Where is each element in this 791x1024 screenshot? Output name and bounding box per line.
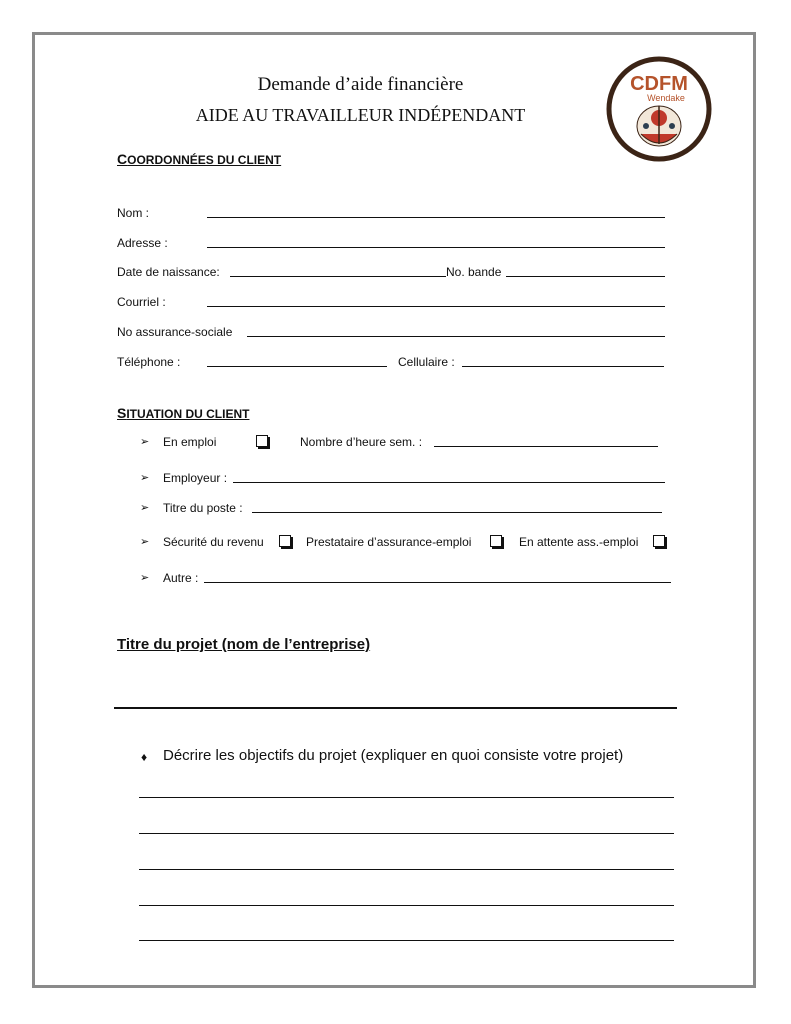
- field-nom[interactable]: [207, 217, 665, 218]
- checkbox-en-emploi[interactable]: [256, 435, 268, 447]
- label-nombre-heure: Nombre d’heure sem. :: [300, 435, 423, 449]
- field-courriel[interactable]: [207, 306, 665, 307]
- label-courriel: Courriel :: [117, 295, 166, 309]
- field-no-assurance[interactable]: [247, 336, 665, 337]
- logo-subtext: Wendake: [647, 93, 685, 103]
- label-date-naissance: Date de naissance:: [117, 265, 220, 279]
- description-line[interactable]: [139, 833, 674, 834]
- label-securite-revenu: Sécurité du revenu: [163, 535, 264, 549]
- label-en-attente: En attente ass.-emploi: [519, 535, 639, 549]
- field-employeur[interactable]: [233, 482, 665, 483]
- label-no-assurance: No assurance-sociale: [117, 325, 233, 339]
- bullet-arrow-icon: ➢: [140, 572, 150, 584]
- field-titre-poste[interactable]: [252, 512, 662, 513]
- logo-text: CDFM: [630, 73, 688, 95]
- label-cellulaire: Cellulaire :: [398, 355, 455, 369]
- checkbox-securite-revenu[interactable]: [279, 535, 291, 547]
- form-title: Demande d’aide financière: [257, 74, 464, 95]
- field-cellulaire[interactable]: [462, 366, 664, 367]
- cdfm-logo: [606, 56, 712, 162]
- label-nom: Nom :: [117, 206, 150, 220]
- field-autre[interactable]: [204, 582, 671, 583]
- diamond-bullet-icon: ♦: [141, 750, 148, 764]
- label-en-emploi: En emploi: [163, 435, 217, 449]
- checkbox-prestataire[interactable]: [490, 535, 502, 547]
- bullet-arrow-icon: ➢: [140, 536, 150, 548]
- label-prestataire: Prestataire d’assurance-emploi: [306, 535, 472, 549]
- checkbox-en-attente[interactable]: [653, 535, 665, 547]
- project-description-label: Décrire les objectifs du projet (expliquer en quoi consiste votre projet): [163, 747, 624, 764]
- label-employeur: Employeur :: [163, 471, 228, 485]
- bullet-arrow-icon: ➢: [140, 436, 150, 448]
- project-title-heading: Titre du projet (nom de l’entreprise): [117, 636, 371, 653]
- label-telephone: Téléphone :: [117, 355, 181, 369]
- field-no-bande[interactable]: [506, 276, 665, 277]
- label-adresse: Adresse :: [117, 236, 168, 250]
- description-line[interactable]: [139, 797, 674, 798]
- field-date-naissance[interactable]: [230, 276, 446, 277]
- description-line[interactable]: [139, 869, 674, 870]
- bullet-arrow-icon: ➢: [140, 472, 150, 484]
- bullet-arrow-icon: ➢: [140, 502, 150, 514]
- section-situation: SITUATION DU CLIENT: [117, 405, 250, 421]
- field-nombre-heure[interactable]: [434, 446, 658, 447]
- field-adresse[interactable]: [207, 247, 665, 248]
- label-titre-poste: Titre du poste :: [163, 501, 243, 515]
- field-project-title[interactable]: [114, 707, 677, 709]
- label-autre: Autre :: [163, 571, 199, 585]
- description-line[interactable]: [139, 940, 674, 941]
- field-telephone[interactable]: [207, 366, 387, 367]
- form-subtitle: AIDE AU TRAVAILLEUR INDÉPENDANT: [195, 105, 526, 125]
- description-line[interactable]: [139, 905, 674, 906]
- label-no-bande: No. bande: [446, 265, 502, 279]
- section-client-info: COORDONNÉES DU CLIENT: [117, 151, 282, 167]
